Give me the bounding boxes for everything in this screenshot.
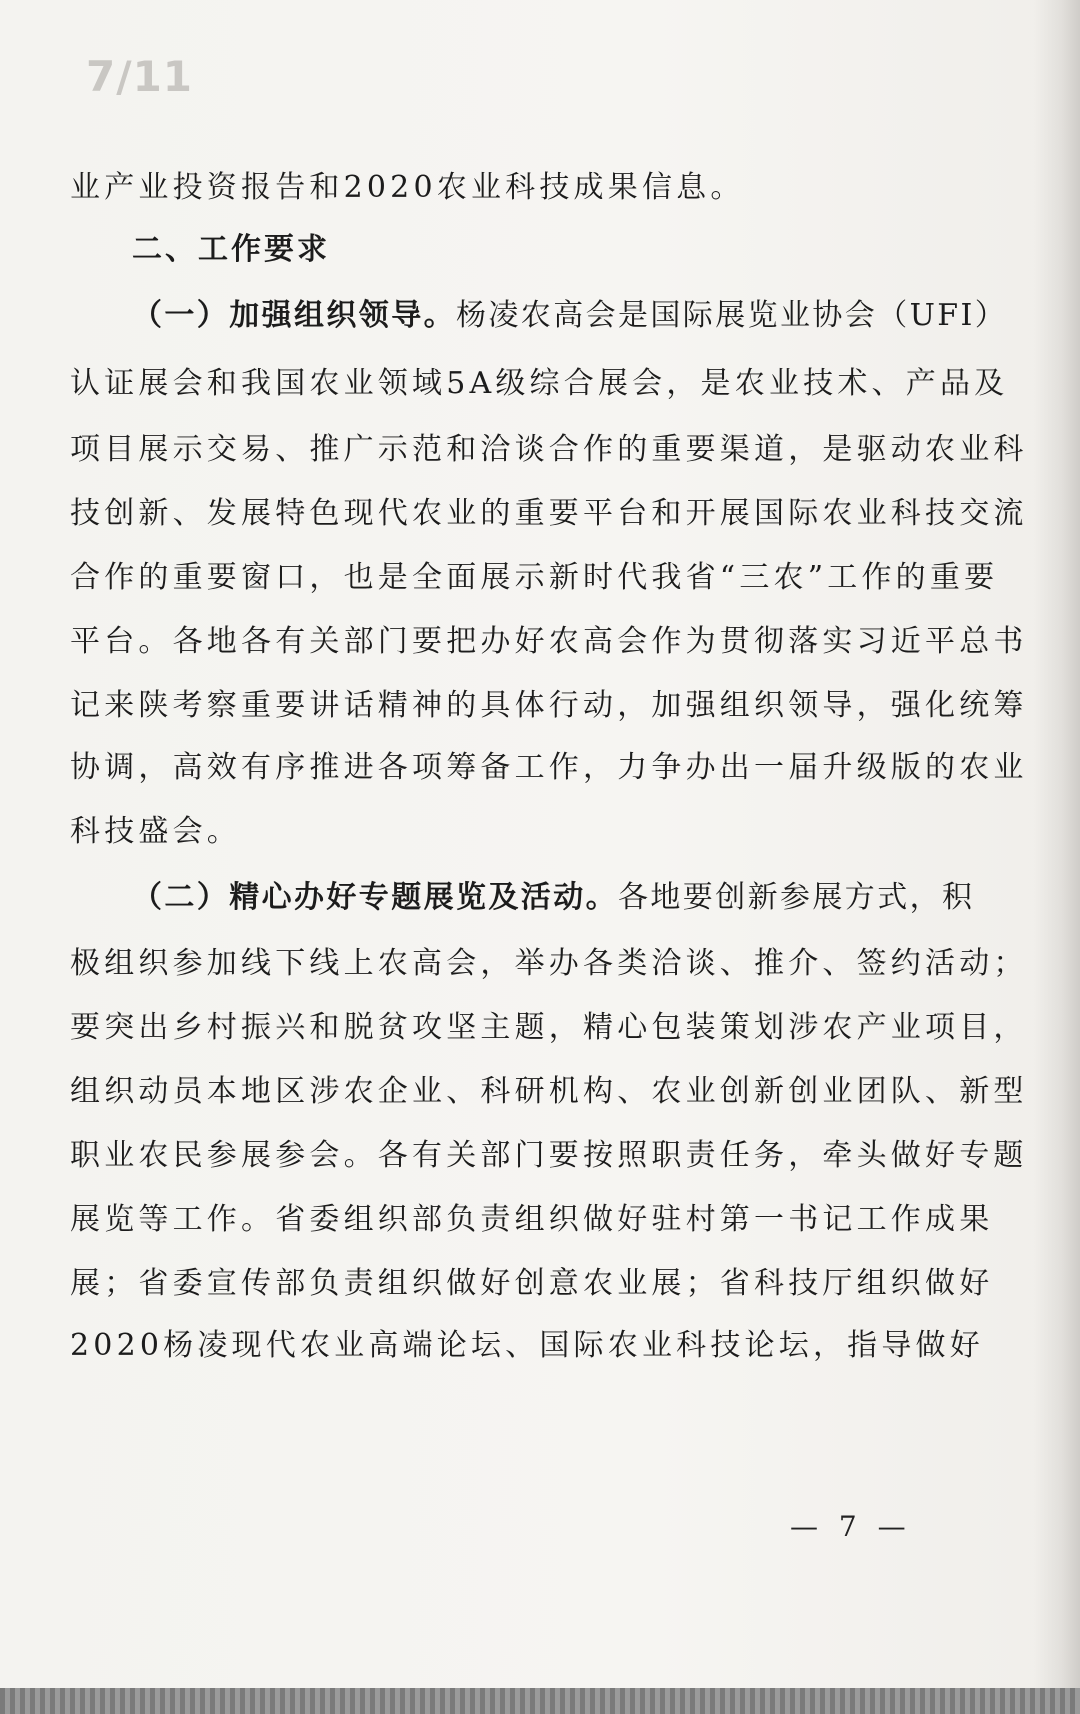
page-edge-shadow — [1034, 0, 1080, 1690]
text-line-14: 要突出乡村振兴和脱贫攻坚主题，精心包装策划涉农产业项目， — [70, 1010, 1028, 1045]
text-line-10: 协调，高效有序推进各项筹备工作，力争办出一届升级版的农业 — [70, 750, 1028, 785]
text-line-18: 展；省委宣传部负责组织做好创意农业展；省科技厅组织做好 — [70, 1266, 994, 1301]
text-line-11: 科技盛会。 — [70, 814, 241, 849]
page-number: — 7 — — [790, 1510, 912, 1543]
scan-bottom-strip — [0, 1688, 1080, 1714]
paragraph-1-first-line: （一）加强组织领导。杨凌农高会是国际展览业协会（UFI） — [132, 298, 1008, 333]
page-counter: 7/11 — [86, 52, 194, 101]
text-line-8: 平台。各地各有关部门要把办好农高会作为贯彻落实习近平总书 — [70, 624, 1028, 659]
subheading-2: （二）精心办好专题展览及活动。 — [132, 880, 618, 915]
section-heading: 二、工作要求 — [132, 232, 330, 267]
text-line-17: 展览等工作。省委组织部负责组织做好驻村第一书记工作成果 — [70, 1202, 994, 1237]
text-line-19: 2020杨凌现代农业高端论坛、国际农业科技论坛，指导做好 — [70, 1328, 984, 1363]
text-line-4: 认证展会和我国农业领域5A级综合展会，是农业技术、产品及 — [70, 366, 1009, 401]
text-line-16: 职业农民参展参会。各有关部门要按照职责任务，牵头做好专题 — [70, 1138, 1028, 1173]
text-line-9: 记来陕考察重要讲话精神的具体行动，加强组织领导，强化统筹 — [70, 688, 1028, 723]
text-line-13: 极组织参加线下线上农高会，举办各类洽谈、推介、签约活动； — [70, 946, 1028, 981]
text-line-5: 项目展示交易、推广示范和洽谈合作的重要渠道，是驱动农业科 — [70, 432, 1028, 467]
text-line-7: 合作的重要窗口，也是全面展示新时代我省“三农”工作的重要 — [70, 560, 999, 595]
text-line-1: 业产业投资报告和2020农业科技成果信息。 — [70, 170, 745, 205]
text-line-15: 组织动员本地区涉农企业、科研机构、农业创新创业团队、新型 — [70, 1074, 1028, 1109]
paragraph-2-first-line: （二）精心办好专题展览及活动。各地要创新参展方式，积 — [132, 880, 975, 915]
subheading-1: （一）加强组织领导。 — [132, 298, 456, 333]
text-line-6: 技创新、发展特色现代农业的重要平台和开展国际农业科技交流 — [70, 496, 1028, 531]
